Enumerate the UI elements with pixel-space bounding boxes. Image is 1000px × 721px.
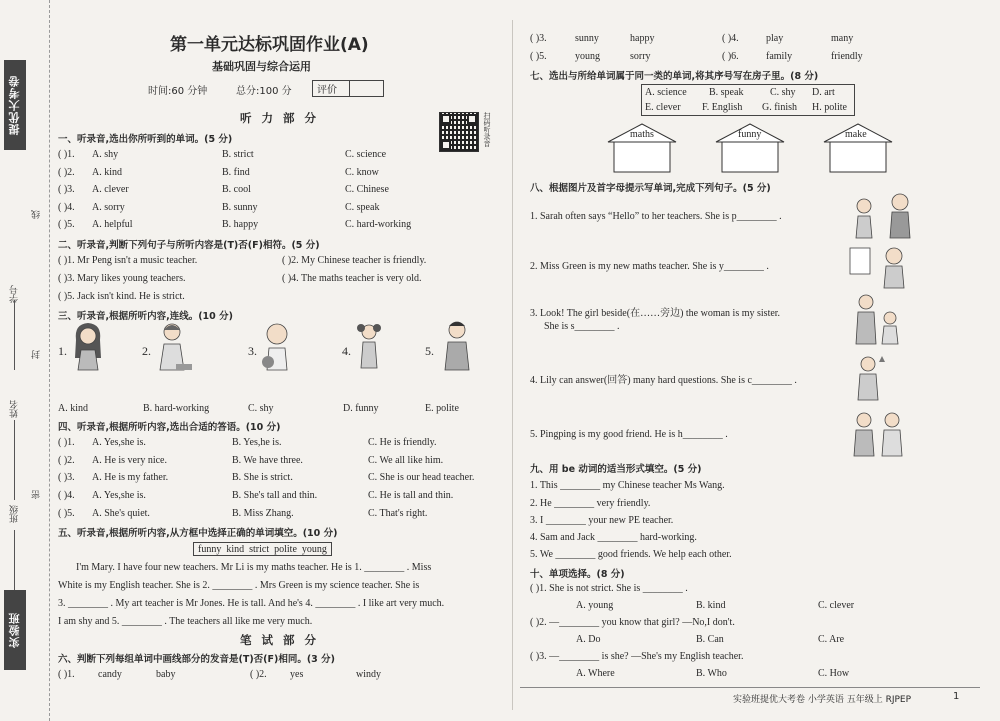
- q1-option-b: B. sunny: [222, 202, 258, 213]
- q1-num: ( )1.: [58, 149, 75, 160]
- seal-mark-3: 密: [32, 490, 42, 499]
- class-line: [14, 530, 15, 590]
- q10-option-a: A. Do: [576, 634, 601, 645]
- q6-word: young: [575, 51, 600, 62]
- total-score: 总分:100 分: [236, 86, 292, 97]
- q2-title: 二、听录音,判断下列句子与所听内容是(T)否(F)相符。(5 分): [58, 240, 320, 251]
- q1-option-a: A. helpful: [92, 219, 133, 230]
- q7-option: G. finish: [762, 102, 797, 113]
- q1-num: ( )4.: [58, 202, 75, 213]
- q4-option-c: C. She is our head teacher.: [368, 472, 475, 483]
- q3-word: B. hard-working: [143, 403, 210, 414]
- q4-option-b: B. Miss Zhang.: [232, 508, 294, 519]
- q9-sentence: 5. We ________ good friends. We help each other.: [530, 549, 732, 560]
- footer-rule: [520, 687, 980, 688]
- time-limit: 时间:60 分钟: [148, 86, 208, 97]
- id-line: [14, 300, 15, 370]
- q6-num: ( )5.: [530, 51, 547, 62]
- q10-question: ( )3. —________ is she? —She's my English teacher.: [530, 651, 744, 662]
- q4-title: 四、听录音,根据所听内容,选出合适的答语。(10 分): [58, 422, 281, 433]
- house-label: funny: [738, 129, 762, 140]
- q3-word: C. shy: [248, 403, 274, 414]
- q4-num: ( )1.: [58, 437, 75, 448]
- clever-girl-picture: [850, 352, 890, 402]
- q4-option-b: B. We have three.: [232, 455, 303, 466]
- q10-option-a: A. young: [576, 600, 614, 611]
- q4-num: ( )3.: [58, 472, 75, 483]
- q10-option-a: A. Where: [576, 668, 615, 679]
- q4-option-c: C. He is tall and thin.: [368, 490, 454, 501]
- q1-num: ( )3.: [58, 184, 75, 195]
- man-glasses-illustration: [440, 318, 474, 372]
- q10-option-c: C. clever: [818, 600, 855, 611]
- q8-sentence: 5. Pingping is my good friend. He is h________ .: [530, 429, 728, 440]
- q6-num: ( )6.: [722, 51, 739, 62]
- q1-option-c: C. hard-working: [345, 219, 412, 230]
- q9-title: 九、用 be 动词的适当形式填空。(5 分): [530, 464, 702, 475]
- q7-title: 七、选出与所给单词属于同一类的单词,将其序号写在房子里。(8 分): [530, 71, 819, 82]
- q4-option-c: C. He is friendly.: [368, 437, 437, 448]
- q4-option-a: A. He is very nice.: [92, 455, 167, 466]
- seal-mark-2: 封: [32, 350, 42, 359]
- writing-section-head: 笔 试 部 分: [240, 633, 320, 647]
- q4-option-b: B. She is strict.: [232, 472, 293, 483]
- brand-top-label: 提优大考卷: [4, 60, 26, 150]
- q8-sentence: 1. Sarah often says “Hello” to her teachers. She is p________ .: [530, 211, 782, 222]
- page-subtitle: 基础巩固与综合运用: [212, 60, 311, 73]
- q6-num: ( )3.: [530, 33, 547, 44]
- young-teacher-picture: [848, 244, 918, 290]
- qr-caption: 扫码听录音: [483, 112, 491, 147]
- q4-option-c: C. We all like him.: [368, 455, 444, 466]
- q8-title: 八、根据图片及首字母提示写单词,完成下列句子。(5 分): [530, 183, 771, 194]
- q6-word: many: [831, 33, 854, 44]
- q8-sentence: 4. Lily can answer(回答) many hard questions. She is c________ .: [530, 375, 797, 386]
- q9-sentence: 4. Sam and Jack ________ hard-working.: [530, 532, 697, 543]
- q3-word: D. funny: [343, 403, 379, 414]
- q10-option-c: C. How: [818, 668, 850, 679]
- q6-title: 六、判断下列每组单词中画线部分的发音是(T)否(F)相同。(3 分): [58, 654, 335, 665]
- q3-pic-number: 4.: [342, 344, 351, 358]
- q1-option-c: C. speak: [345, 202, 380, 213]
- q7-option: A. science: [645, 87, 687, 98]
- evaluation-box[interactable]: [312, 80, 384, 97]
- q3-pic-number: 5.: [425, 344, 434, 358]
- house-label: make: [845, 129, 867, 140]
- q3-word: E. polite: [425, 403, 459, 414]
- q5-passage-line: I'm Mary. I have four new teachers. Mr Li is my maths teacher. He is 1. ________ . Miss: [76, 562, 432, 573]
- q1-option-b: B. cool: [222, 184, 251, 195]
- q6-word: family: [766, 51, 793, 62]
- q2-item: ( )4. The maths teacher is very old.: [282, 273, 422, 284]
- q1-num: ( )2.: [58, 167, 75, 178]
- q7-option-box: [641, 84, 855, 116]
- q10-question: ( )2. —________ you know that girl? —No,I don't.: [530, 617, 735, 628]
- binding-spine: [0, 0, 50, 721]
- q1-option-a: A. clever: [92, 184, 129, 195]
- brand-bottom-label: 实验班: [4, 590, 26, 670]
- house-label: maths: [630, 129, 654, 140]
- q2-item: ( )3. Mary likes young teachers.: [58, 273, 186, 284]
- q7-option: C. shy: [770, 87, 796, 98]
- class-label: 班级: [10, 505, 20, 523]
- q6-word: candy: [98, 669, 122, 680]
- q1-option-a: A. shy: [92, 149, 119, 160]
- q7-option: D. art: [812, 87, 835, 98]
- q7-option: B. speak: [709, 87, 744, 98]
- q6-word: happy: [630, 33, 655, 44]
- q7-option: H. polite: [812, 102, 847, 113]
- id-label: 学号: [10, 285, 20, 303]
- q2-item: ( )1. Mr Peng isn't a music teacher.: [58, 255, 198, 266]
- q10-option-c: C. Are: [818, 634, 845, 645]
- q4-num: ( )2.: [58, 455, 75, 466]
- q5-passage-line: White is my English teacher. She is 2. ________ . Mrs Green is my science teacher. She is: [58, 580, 420, 591]
- q2-item: ( )5. Jack isn't kind. He is strict.: [58, 291, 185, 302]
- q2-item: ( )2. My Chinese teacher is friendly.: [282, 255, 427, 266]
- page-title: 第一单元达标巩固作业(A): [170, 35, 369, 55]
- q6-word: yes: [290, 669, 304, 680]
- q8-sentence: 2. Miss Green is my new maths teacher. She is y________ .: [530, 261, 769, 272]
- girl-long-hair-illustration: [68, 318, 108, 374]
- q5-word-box: funny kind strict polite young: [193, 542, 332, 556]
- q4-num: ( )5.: [58, 508, 75, 519]
- q3-pic-number: 3.: [248, 344, 257, 358]
- q7-option: E. clever: [645, 102, 681, 113]
- q3-pic-number: 1.: [58, 344, 67, 358]
- woman-writing-illustration: [152, 320, 194, 374]
- footer-text: 实验班提优大考卷 小学英语 五年级上 RJPEP: [733, 695, 912, 705]
- shy-girl-illustration: [354, 320, 384, 372]
- q6-word: play: [766, 33, 784, 44]
- q3-title: 三、听录音,根据所听内容,连线。(10 分): [58, 311, 233, 322]
- q3-word: A. kind: [58, 403, 88, 414]
- q4-option-a: A. Yes,she is.: [92, 437, 146, 448]
- q5-title: 五、听录音,根据所听内容,从方框中选择正确的单词填空。(10 分): [58, 528, 338, 539]
- q9-sentence: 3. I ________ your new PE teacher.: [530, 515, 674, 526]
- greeting-picture: [848, 190, 918, 240]
- q4-num: ( )4.: [58, 490, 75, 501]
- q3-pic-number: 2.: [142, 344, 151, 358]
- q1-option-c: C. know: [345, 167, 379, 178]
- q7-option: F. English: [702, 102, 743, 113]
- page-number: 1: [953, 691, 960, 702]
- q8-sentence: 3. Look! The girl beside(在……旁边) the woman is my sister.: [530, 308, 781, 319]
- q1-title: 一、听录音,选出你所听到的单词。(5 分): [58, 134, 233, 145]
- q1-option-c: C. science: [345, 149, 387, 160]
- q1-option-b: B. strict: [222, 149, 254, 160]
- q1-option-a: A. kind: [92, 167, 122, 178]
- q4-option-c: C. That's right.: [368, 508, 428, 519]
- q5-passage-line: 3. ________ . My art teacher is Mr Jones. He is tall. And he's 4. ________ . I like art very much.: [58, 598, 445, 609]
- q10-option-b: B. kind: [696, 600, 726, 611]
- q6-num: ( )1.: [58, 669, 75, 680]
- q4-option-a: A. Yes,she is.: [92, 490, 146, 501]
- q4-option-b: B. Yes,he is.: [232, 437, 282, 448]
- q6-num: ( )4.: [722, 33, 739, 44]
- listening-section-head: 听 力 部 分: [240, 111, 320, 125]
- q1-option-c: C. Chinese: [345, 184, 389, 195]
- sisters-picture: [848, 292, 908, 346]
- q8-sentence: She is s________ .: [544, 321, 620, 332]
- q6-word: windy: [356, 669, 381, 680]
- q6-word: friendly: [831, 51, 863, 62]
- name-label: 姓名: [10, 400, 20, 418]
- q9-sentence: 2. He ________ very friendly.: [530, 498, 651, 509]
- evaluation-label: 评价: [317, 85, 337, 96]
- q6-word: baby: [156, 669, 176, 680]
- q1-option-a: A. sorry: [92, 202, 125, 213]
- q6-word: sunny: [575, 33, 599, 44]
- q1-option-b: B. happy: [222, 219, 259, 230]
- q6-num: ( )2.: [250, 669, 267, 680]
- q4-option-a: A. He is my father.: [92, 472, 169, 483]
- q1-num: ( )5.: [58, 219, 75, 230]
- q6-word: sorry: [630, 51, 651, 62]
- q10-option-b: B. Can: [696, 634, 724, 645]
- q5-passage-line: I am shy and 5. ________ . The teachers all like me very much.: [58, 616, 313, 627]
- column-divider: [512, 20, 513, 710]
- q10-title: 十、单项选择。(8 分): [530, 569, 625, 580]
- name-line: [14, 420, 15, 500]
- q1-option-b: B. find: [222, 167, 250, 178]
- q10-question: ( )1. She is not strict. She is ________ .: [530, 583, 688, 594]
- q4-option-a: A. She's quiet.: [92, 508, 150, 519]
- qr-code-icon[interactable]: [439, 112, 479, 152]
- q4-option-b: B. She's tall and thin.: [232, 490, 318, 501]
- helpful-friends-picture: [848, 408, 908, 458]
- q9-sentence: 1. This ________ my Chinese teacher Ms Wang.: [530, 480, 725, 491]
- q10-option-b: B. Who: [696, 668, 727, 679]
- seal-mark-1: 线: [32, 210, 42, 219]
- boy-ball-illustration: [258, 320, 296, 372]
